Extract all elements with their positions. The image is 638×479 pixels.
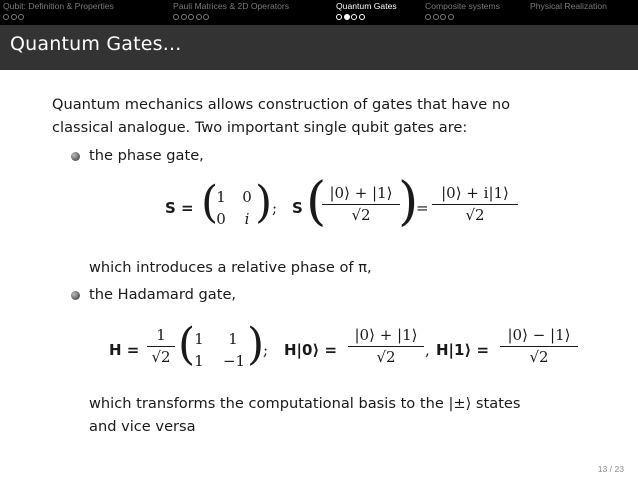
item-phase-gate-label: the phase gate, — [89, 147, 204, 164]
nav-section-quantum-gates[interactable] — [336, 1, 397, 22]
frame-dot[interactable] — [173, 14, 179, 20]
matrix-left-paren: ( — [201, 177, 219, 228]
eq-separator: ; — [272, 199, 278, 217]
nav-section-label[interactable]: Pauli Matrices & 2D Operators — [173, 1, 290, 11]
nav-frame-dots — [425, 14, 500, 22]
fraction-denominator: √2 — [351, 206, 371, 224]
fraction-denominator: √2 — [529, 348, 549, 366]
eq-equals: = — [416, 199, 429, 217]
fraction-numerator: |0⟩ − |1⟩ — [500, 326, 578, 347]
frame-dot[interactable] — [18, 14, 24, 20]
frame-dot[interactable] — [196, 14, 202, 20]
eq-separator: ; — [263, 341, 269, 359]
item-hadamard-description-line-2: and vice versa — [89, 418, 196, 435]
matrix-cell: i — [244, 210, 250, 228]
fraction-numerator: |0⟩ + |1⟩ — [348, 326, 424, 347]
frame-dot[interactable] — [181, 14, 187, 20]
arg-right-paren: ) — [398, 172, 419, 232]
section-navigation — [0, 0, 638, 25]
frame-dot[interactable] — [425, 14, 431, 20]
eq-h0-lhs: H|0⟩ = — [284, 341, 338, 359]
frame-dot-current[interactable] — [344, 14, 350, 20]
bullet-icon — [71, 291, 80, 300]
slide-title: Quantum Gates... — [10, 33, 182, 55]
frame-dot[interactable] — [11, 14, 17, 20]
matrix-cell: 1 — [216, 188, 226, 206]
matrix-cell: 1 — [228, 330, 238, 348]
page-number: 13 / 23 — [597, 464, 624, 474]
matrix-cell: 1 — [194, 352, 204, 370]
frame-dot[interactable] — [3, 14, 9, 20]
frame-dot[interactable] — [351, 14, 357, 20]
fraction — [432, 184, 518, 224]
fraction — [147, 326, 175, 366]
matrix-right-paren: ) — [247, 319, 265, 370]
fraction-numerator: 1 — [147, 326, 175, 347]
fraction-numerator: |0⟩ + i|1⟩ — [432, 184, 518, 205]
matrix-cell: 0 — [242, 188, 252, 206]
eq-lhs: H = — [109, 341, 140, 359]
eq-operator: S — [292, 199, 303, 217]
nav-section-label[interactable]: Physical Realization — [530, 1, 607, 11]
nav-frame-dots — [173, 14, 289, 22]
fraction — [500, 326, 578, 366]
nav-section-label[interactable]: Qubit: Definition & Properties — [3, 1, 114, 11]
nav-frame-dots — [336, 14, 397, 22]
frame-dot[interactable] — [203, 14, 209, 20]
item-hadamard-gate-label: the Hadamard gate, — [89, 286, 237, 303]
fraction-denominator: √2 — [465, 206, 485, 224]
nav-section-label[interactable]: Composite systems — [425, 1, 500, 11]
frame-dot[interactable] — [188, 14, 194, 20]
matrix-cell: 1 — [194, 330, 204, 348]
bullet-icon — [71, 152, 80, 161]
nav-section-composite[interactable] — [425, 1, 500, 22]
matrix-left-paren: ( — [178, 319, 196, 370]
arg-left-paren: ( — [306, 172, 327, 232]
fraction-denominator: √2 — [151, 348, 171, 366]
fraction — [322, 184, 400, 224]
nav-frame-dots — [3, 14, 114, 22]
frame-dot[interactable] — [448, 14, 454, 20]
nav-section-pauli[interactable] — [173, 1, 289, 22]
frame-dot[interactable] — [433, 14, 439, 20]
frame-dot[interactable] — [336, 14, 342, 20]
eq-comma: , — [425, 341, 430, 359]
frame-dot[interactable] — [440, 14, 446, 20]
item-phase-gate-description: which introduces a relative phase of π, — [89, 259, 372, 276]
eq-h1-lhs: H|1⟩ = — [436, 341, 490, 359]
frame-title-bar — [0, 25, 638, 70]
intro-text-line-1: Quantum mechanics allows construction of gates that have no — [52, 96, 511, 113]
nav-section-physical[interactable] — [530, 1, 607, 12]
matrix-cell: 0 — [216, 210, 226, 228]
matrix-right-paren: ) — [255, 177, 273, 228]
fraction — [348, 326, 424, 366]
fraction-denominator: √2 — [376, 348, 396, 366]
eq-lhs: S = — [165, 199, 194, 217]
matrix-cell: −1 — [222, 352, 246, 370]
frame-dot[interactable] — [359, 14, 365, 20]
intro-text-line-2: classical analogue. Two important single qubit gates are: — [52, 119, 468, 136]
item-hadamard-description-line-1: which transforms the computational basis to the |±⟩ states — [89, 395, 521, 412]
nav-section-qubit[interactable] — [3, 1, 114, 22]
nav-section-label[interactable]: Quantum Gates — [336, 1, 397, 11]
fraction-numerator: |0⟩ + |1⟩ — [322, 184, 400, 205]
